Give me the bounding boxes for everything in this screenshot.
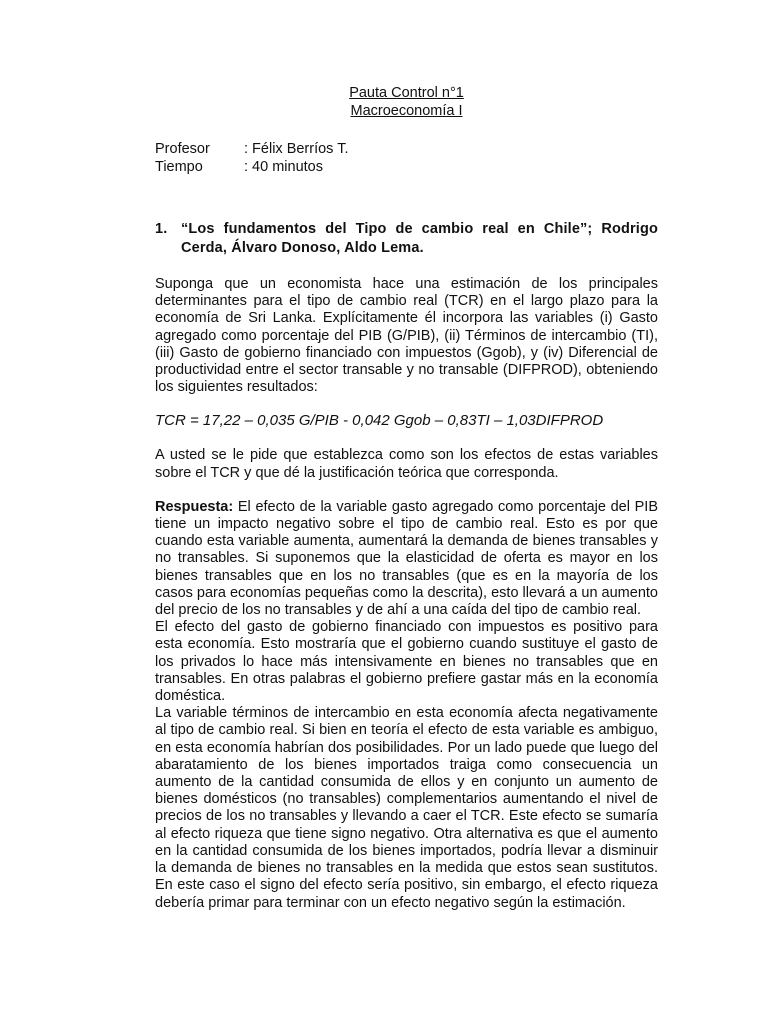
professor-label: Profesor bbox=[155, 141, 210, 157]
document-meta bbox=[155, 140, 658, 176]
time-row bbox=[155, 158, 658, 176]
professor-row bbox=[155, 140, 658, 158]
regression-equation: TCR = 17,22 – 0,035 G/PIB - 0,042 Ggob – 0,83TI – 1,03DIFPROD bbox=[155, 412, 604, 430]
section-heading bbox=[155, 220, 658, 258]
professor-value: : Félix Berríos T. bbox=[244, 141, 349, 157]
answer-label: Respuesta: bbox=[155, 498, 234, 515]
answer-paragraph-1 bbox=[155, 499, 658, 619]
time-label: Tiempo bbox=[155, 159, 203, 175]
answer-text-1: El efecto de la variable gasto agregado como porcentaje del PIB tiene un impacto negativo sobre el tipo de cambio real. Esto es por que cuando esta variable aumenta, aumentará la demanda de bienes transables y no transables. Si suponemos que la elasticidad de oferta es mayor en los bienes transables que en los no transables (que es en la mayoría de los casos para economías pequeñas como la descrita), esto llevará a un aumento del precio de los no transables y de ahí a una caída del tipo de cambio real. bbox=[155, 498, 658, 619]
time-value: : 40 minutos bbox=[244, 159, 323, 175]
document-title: Pauta Control n°1 bbox=[349, 85, 464, 101]
section-number: 1. bbox=[155, 221, 168, 237]
answer-paragraph-2: El efecto del gasto de gobierno financiado con impuestos es positivo para esta economía. Esto mostraría que el gobierno cuando sustituye el gasto de los privados lo hace más intensivamente en bienes no transables que en transables. En otras palabras el gobierno prefiere gastar más en la economía doméstica. bbox=[155, 619, 658, 705]
document-subtitle: Macroeconomía I bbox=[350, 103, 463, 119]
document-page bbox=[155, 84, 658, 912]
section-title: “Los fundamentos del Tipo de cambio real en Chile”; Rodrigo Cerda, Álvaro Donoso, Aldo Lema. bbox=[181, 221, 658, 256]
answer-paragraph-3: La variable términos de intercambio en esta economía afecta negativamente al tipo de cambio real. Si bien en teoría el efecto de esta variable es ambiguo, en esta economía habrían dos posibilidades. Por un lado puede que luego del abaratamiento de los bienes importados traiga como consecuencia un aumento de la cantidad consumida de ellos y en conjunto un aumento de bienes domésticos (no transables) complementarios aumentando el nivel de precios de los no transables y llevando a caer el TCR. Este efecto se sumaría al efecto riqueza que tiene signo negativo. Otra alternativa es que el aumento en la cantidad consumida de los bienes importados, podría llevar a disminuir la demanda de bienes no transables en la medida que estos sean sustitutos. En este caso el signo del efecto sería positivo, sin embargo, el efecto riqueza debería primar para terminar con un efecto negativo según la estimación. bbox=[155, 705, 658, 911]
question-paragraph: A usted se le pide que establezca como son los efectos de estas variables sobre el TCR y que dé la justificación teórica que corresponda. bbox=[155, 447, 658, 481]
intro-paragraph: Suponga que un economista hace una estimación de los principales determinantes para el tipo de cambio real (TCR) en el largo plazo para la economía de Sri Lanka. Explícitamente él incorpora las variables (i) Gasto agregado como porcentaje del PIB (G/PIB), (ii) Términos de intercambio (TI), (iii) Gasto de gobierno financiado con impuestos (Ggob), y (iv) Diferencial de productividad entre el sector transable y no transable (DIFPROD), obteniendo los siguientes resultados: bbox=[155, 276, 658, 396]
